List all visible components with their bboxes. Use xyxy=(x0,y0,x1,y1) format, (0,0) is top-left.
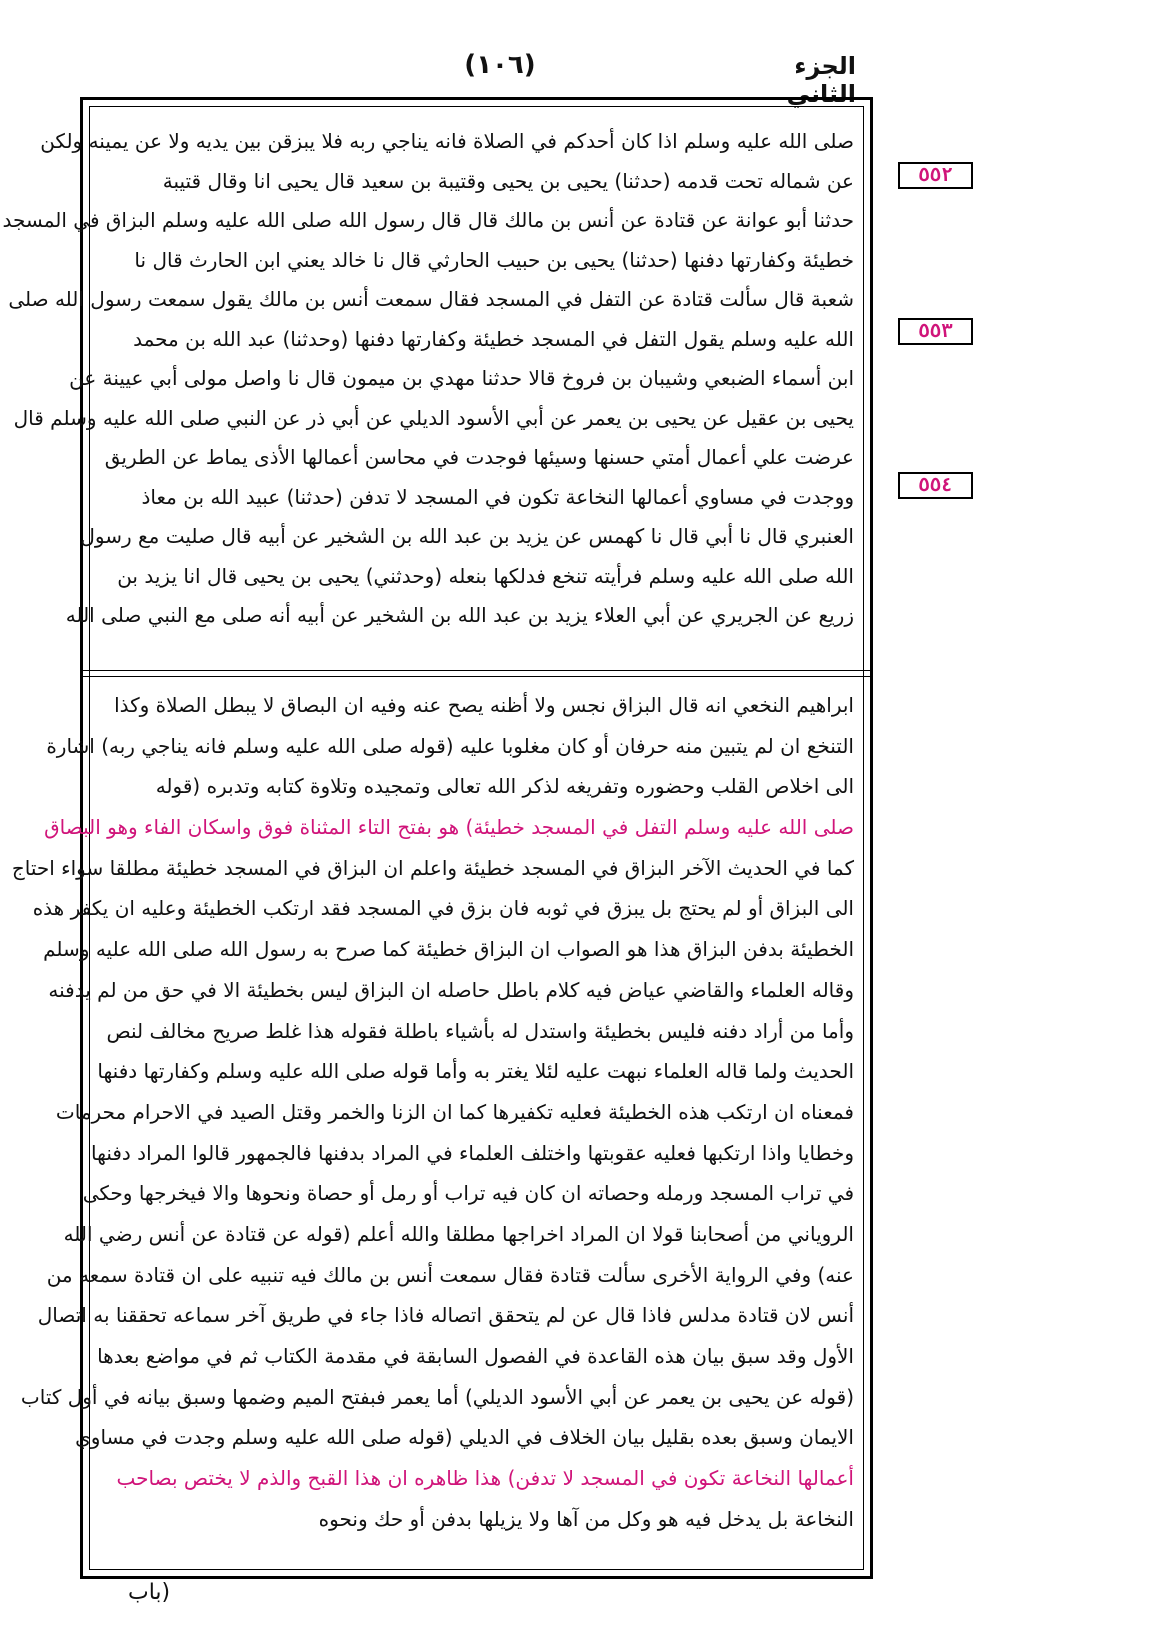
text-line: العنبري قال نا أبي قال نا كهمس عن يزيد بن عبد الله بن الشخير عن أبيه قال صليت مع رسول xyxy=(80,524,854,548)
page-frame xyxy=(2,97,873,1579)
hadith-number-554: ٥٥٤ xyxy=(898,472,973,499)
commentary-line: ابراهيم النخعي انه قال البزاق نجس ولا أظنه يصح عنه وفيه ان البصاق لا يبطل الصلاة وكذا xyxy=(114,693,854,717)
commentary-line: كما في الحديث الآخر البزاق في المسجد خطيئة واعلم ان البزاق في المسجد خطيئة مطلقا سواء احتاج xyxy=(11,855,854,880)
commentary-text xyxy=(11,685,854,1555)
text-line: الله صلى الله عليه وسلم فرأيته تنخع فدلكها بنعله (وحدثني) يحيى بن يحيى قال انا يزيد بن xyxy=(117,563,854,588)
hadith-number-553: ٥٥٣ xyxy=(898,318,973,345)
commentary-line: أعمالها النخاعة تكون في المسجد لا تدفن) هذا ظاهره ان هذا القبح والذم لا يختص بصاحب xyxy=(116,1466,854,1491)
commentary-line: الأول وقد سبق بيان هذه القاعدة في الفصول السابقة في مقدمة الكتاب ثم في مواضع بعدها xyxy=(97,1344,854,1368)
commentary-line: النخاعة بل يدخل فيه هو وكل من آها ولا يزيلها بدفن أو حك ونحوه xyxy=(318,1506,854,1531)
text-line: حدثنا أبو عوانة عن قتادة عن أنس بن مالك قال قال رسول الله صلى الله عليه وسلم البزاق في المسجد xyxy=(2,208,854,232)
commentary-line: وأما من أراد دفنه فليس بخطيئة واستدل له بأشياء باطلة فقوله هذا غلط صريح مخالف لنص xyxy=(106,1018,854,1043)
commentary-line: الى البزاق أو لم يحتج بل يبزق في ثوبه فان بزق في المسجد فقد ارتكب الخطيئة وعليه ان يكفر هذه xyxy=(32,896,854,921)
hadith-number-552: ٥٥٢ xyxy=(898,162,973,189)
commentary-line: وقاله العلماء والقاضي عياض فيه كلام باطل حاصله ان البزاق ليس بخطيئة الا في حق من لم يدفنه xyxy=(48,977,854,1002)
commentary-line: فمعناه ان ارتكب هذه الخطيئة فعليه تكفيرها كما ان الزنا والخمر وقتل الصيد في الاحرام محرمات xyxy=(55,1099,854,1124)
commentary-line: الى اخلاص القلب وحضوره وتفريغه لذكر الله تعالى وتمجيده وتلاوة كتابه وتدبره (قوله xyxy=(155,774,854,799)
text-line: زريع عن الجريري عن أبي العلاء يزيد بن عبد الله بن الشخير عن أبيه أنه صلى مع النبي صلى الله xyxy=(65,603,854,627)
part-title: الجزء الثاني xyxy=(786,52,856,108)
text-line: عرضت علي أعمال أمتي حسنها وسيئها فوجدت في محاسن أعمالها الأذى يماط عن الطريق xyxy=(104,445,854,469)
text-line: عن شماله تحت قدمه (حدثنا) يحيى بن يحيى وقتيبة بن سعيد قال يحيى انا وقال قتيبة xyxy=(162,168,854,193)
commentary-line: في تراب المسجد ورمله وحصاته ان كان فيه تراب أو رمل أو حصاة ونحوها والا فيخرجها وحكى xyxy=(82,1181,854,1206)
commentary-line: التنخع ان لم يتبين منه حرفان أو كان مغلوبا عليه (قوله صلى الله عليه وسلم فانه يناجي ربه) اشارة xyxy=(46,733,854,758)
text-line: ووجدت في مساوي أعمالها النخاعة تكون في المسجد لا تدفن (حدثنا) عبيد الله بن معاذ xyxy=(141,484,854,509)
text-line: ابن أسماء الضبعي وشيبان بن فروخ قالا حدثنا مهدي بن ميمون قال نا واصل مولى أبي عيينة عن xyxy=(69,366,854,390)
commentary-line: الروياني من أصحابنا قولا ان المراد اخراجها مطلقا والله أعلم (قوله عن قتادة عن أنس رضي الله xyxy=(63,1221,854,1246)
hadith-text xyxy=(2,122,854,662)
catchword: (باب xyxy=(128,1580,171,1605)
text-line: يحيى بن عقيل عن يحيى بن يعمر عن أبي الأسود الديلي عن أبي ذر عن النبي صلى الله عليه وسلم قال xyxy=(13,405,854,430)
section-divider xyxy=(83,670,870,677)
commentary-line: الايمان وسبق بعده بقليل بيان الخلاف في الديلي (قوله صلى الله عليه وسلم وجدت في مساوي xyxy=(75,1425,854,1450)
commentary-line: عنه) وفي الرواية الأخرى سألت قتادة فقال سمعت أنس بن مالك فيه تنبيه على ان قتادة سمعه من xyxy=(46,1262,854,1287)
commentary-line: الحديث ولما قاله العلماء نبهت عليه لئلا يغتر به وأما قوله صلى الله عليه وسلم وكفارتها دفنها xyxy=(97,1059,854,1084)
commentary-line: (قوله عن يحيى بن يعمر عن أبي الأسود الديلي) أما يعمر فبفتح الميم وضمها وسبق بيانه في أول كتاب xyxy=(20,1384,854,1409)
text-line: صلى الله عليه وسلم اذا كان أحدكم في الصلاة فانه يناجي ربه فلا يبزقن بين يديه ولا عن يمينه ولكن xyxy=(40,129,854,153)
text-line: خطيئة وكفارتها دفنها (حدثنا) يحيى بن حبيب الحارثي قال نا خالد يعني ابن الحارث قال نا xyxy=(134,247,854,272)
commentary-line: صلى الله عليه وسلم التفل في المسجد خطيئة) هو بفتح التاء المثناة فوق واسكان الفاء وهو البصاق xyxy=(44,815,854,840)
commentary-line: أنس لان قتادة مدلس فاذا قال عن لم يتحقق اتصاله فاذا جاء في طريق آخر سماعه تحققنا به اتصال xyxy=(37,1303,854,1328)
text-line: الله عليه وسلم يقول التفل في المسجد خطيئة وكفارتها دفنها (وحدثنا) عبد الله بن محمد xyxy=(133,326,854,351)
commentary-line: الخطيئة بدفن البزاق هذا هو الصواب ان البزاق خطيئة كما صرح به رسول الله صلى الله عليه وسلم xyxy=(43,937,854,962)
text-line: شعبة قال سألت قتادة عن التفل في المسجد فقال سمعت أنس بن مالك يقول سمعت رسول الله صلى xyxy=(8,287,854,311)
page-number: (١٠٦) xyxy=(464,50,536,80)
commentary-line: وخطايا واذا ارتكبها فعليه عقوبتها واختلف العلماء في المراد بدفنها فالجمهور قالوا المراد دفنها xyxy=(91,1140,854,1165)
